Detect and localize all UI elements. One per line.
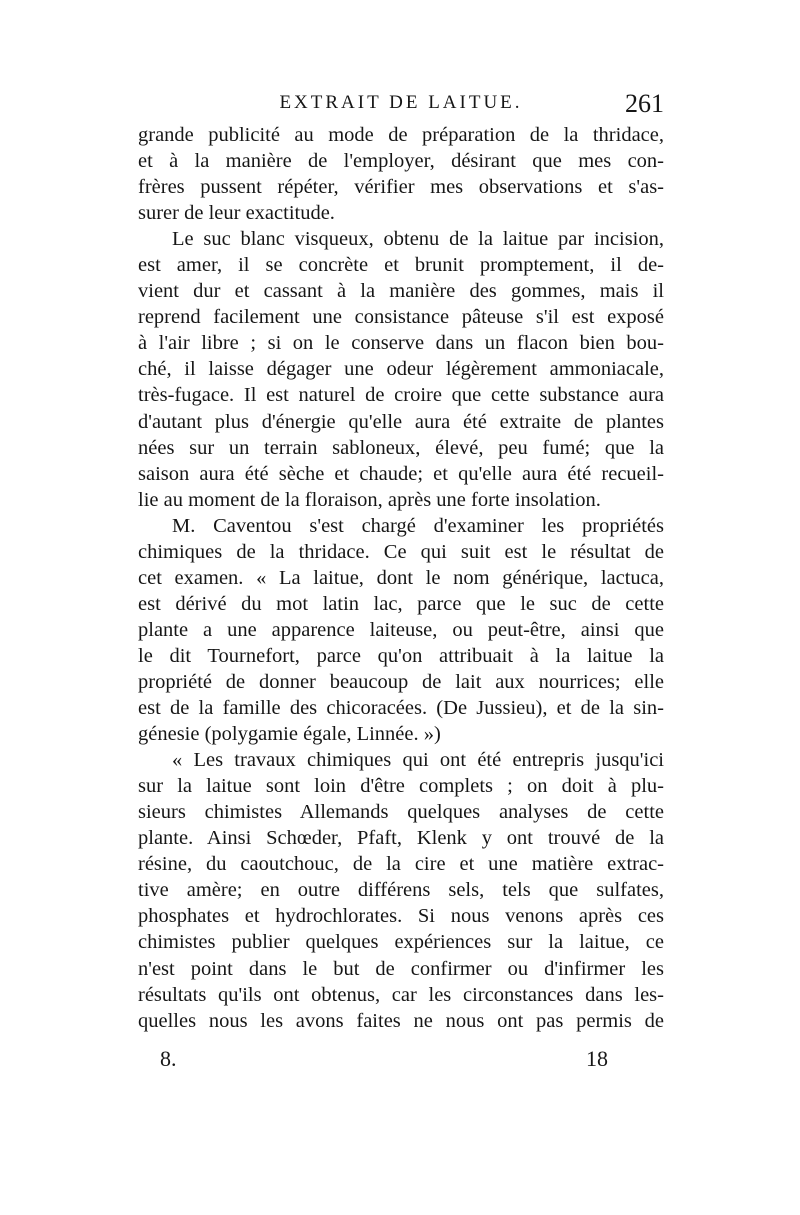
text-line: cet examen. « La laitue, dont le nom générique, lactuca, <box>138 566 664 589</box>
text-line: quelles nous les avons faites ne nous ont pas permis de <box>138 1009 664 1032</box>
text-line: et à la manière de l'employer, désirant que mes con- <box>138 150 664 173</box>
page-header <box>138 89 664 122</box>
text-line: résine, du caoutchouc, de la cire et une matière extrac- <box>138 853 664 876</box>
text-line: d'autant plus d'énergie qu'elle aura été extraite de plantes <box>138 410 664 433</box>
text-line: M. Caventou s'est chargé d'examiner les propriétés <box>172 514 664 537</box>
text-line: frères pussent répéter, vérifier mes observations et s'as- <box>138 176 664 199</box>
text-line: le dit Tournefort, parce qu'on attribuait à la laitue la <box>138 644 664 667</box>
text-line: génesie (polygamie égale, Linnée. ») <box>138 723 441 746</box>
text-line: phosphates et hydrochlorates. Si nous venons après ces <box>138 905 664 928</box>
signature-mark: 8. <box>160 1046 177 1071</box>
text-line: chimiques de la thridace. Ce qui suit est le résultat de <box>138 540 664 563</box>
text-line: sur la laitue sont loin d'être complets ; on doit à plu- <box>138 775 664 798</box>
page-number: 261 <box>625 89 664 118</box>
text-line: très-fugace. Il est naturel de croire que cette substance aura <box>138 384 664 407</box>
text-line: résultats qu'ils ont obtenus, car les circonstances dans les- <box>138 983 664 1006</box>
text-line: à l'air libre ; si on le conserve dans un flacon bien bou- <box>138 332 664 355</box>
text-line: surer de leur exactitude. <box>138 202 335 225</box>
sheet-number: 18 <box>586 1046 608 1071</box>
text-line: n'est point dans le but de confirmer ou d'infirmer les <box>138 957 664 980</box>
text-line: est dérivé du mot latin lac, parce que le suc de cette <box>138 592 664 615</box>
text-line: est de la famille des chicoracées. (De Jussieu), et de la sin- <box>138 697 664 720</box>
text-line: saison aura été sèche et chaude; et qu'elle aura été recueil- <box>138 462 664 485</box>
text-line: propriété de donner beaucoup de lait aux nourrices; elle <box>138 670 664 693</box>
body-text <box>138 122 664 1034</box>
text-line: chimistes publier quelques expériences sur la laitue, ce <box>138 931 664 954</box>
text-line: grande publicité au mode de préparation de la thridace, <box>138 124 664 146</box>
text-line: plante. Ainsi Schœder, Pfaft, Klenk y ont trouvé de la <box>138 827 664 850</box>
text-line: Le suc blanc visqueux, obtenu de la laitue par incision, <box>172 228 664 251</box>
text-line: est amer, il se concrète et brunit promptement, il de- <box>138 254 664 277</box>
text-line: vient dur et cassant à la manière des gommes, mais il <box>138 280 664 303</box>
text-line: ché, il laisse dégager une odeur légèrement ammoniacale, <box>138 358 664 381</box>
text-line: nées sur un terrain sabloneux, élevé, peu fumé; que la <box>138 436 664 459</box>
running-title: EXTRAIT DE LAITUE. <box>279 92 523 113</box>
text-line: reprend facilement une consistance pâteuse s'il est exposé <box>138 306 664 329</box>
text-line: lie au moment de la floraison, après une forte insolation. <box>138 488 601 511</box>
text-line: plante a une apparence laiteuse, ou peut-être, ainsi que <box>138 618 664 641</box>
text-line: sieurs chimistes Allemands quelques analyses de cette <box>138 801 664 824</box>
page-footer <box>160 1046 608 1076</box>
text-line: tive amère; en outre différens sels, tels que sulfates, <box>138 879 664 902</box>
text-line: « Les travaux chimiques qui ont été entrepris jusqu'ici <box>172 749 664 772</box>
